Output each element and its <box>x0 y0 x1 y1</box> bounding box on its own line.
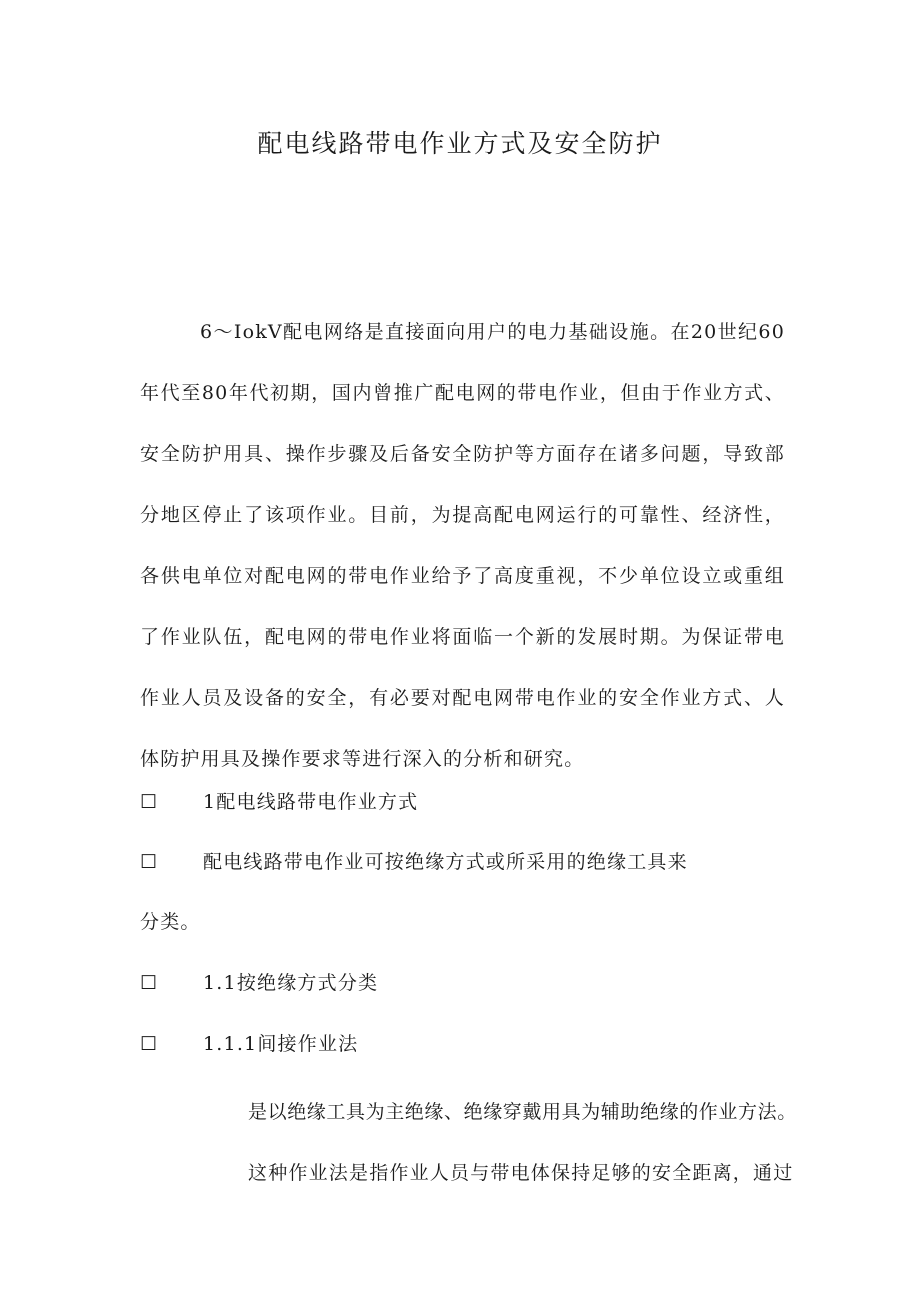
checkbox-icon: ☐ <box>140 791 159 813</box>
list-item-text: 配电线路带电作业可按绝缘方式或所采用的绝缘工具来 <box>203 851 688 873</box>
checkbox-icon: ☐ <box>140 1033 159 1055</box>
method-line: 这种作业法是指作业人员与带电体保持足够的安全距离，通过 <box>248 1162 794 1184</box>
page-title: 配电线路带电作业方式及安全防护 <box>257 129 663 158</box>
checkbox-icon: ☐ <box>140 972 159 994</box>
continuation-text: 分类。 <box>140 911 201 933</box>
intro-paragraph: 6～IokV配电网络是直接面向用户的电力基础设施。在20世纪60年代至80年代初期，国内曾推广配电网的带电作业，但由于作业方式、安全防护用具、操作步骤及后备安全防护等方面存在诸多问题，导致部分地区停止了该项作业。目前，为提高配电网运行的可靠性、经济性，各供电单位对配电网的带电作业给予了高度重视，不少单位设立或重组了作业队伍，配电网的带电作业将面临一个新的发展时期。为保证带电作业人员及设备的安全，有必要对配电网带电作业的安全作业方式、人体防护用具及操作要求等进行深入的分析和研究。 <box>140 321 785 770</box>
method-line: 是以绝缘工具为主绝缘、绝缘穿戴用具为辅助绝缘的作业方法。 <box>248 1101 797 1123</box>
subsection-heading: 1.1.1间接作业法 <box>203 1033 359 1055</box>
section-heading: 1.1按绝缘方式分类 <box>203 972 379 994</box>
section-heading: 1配电线路带电作业方式 <box>203 791 419 813</box>
checkbox-icon: ☐ <box>140 851 159 873</box>
